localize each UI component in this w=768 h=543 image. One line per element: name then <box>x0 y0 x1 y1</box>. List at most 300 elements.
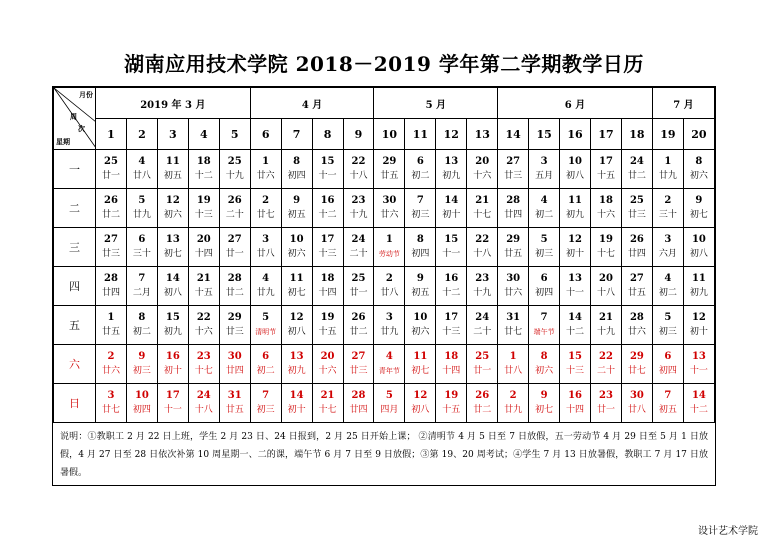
day-cell <box>312 306 343 345</box>
day-number: 23 <box>196 351 211 362</box>
lunar-date: 廿一 <box>473 366 492 376</box>
day-number: 25 <box>227 156 242 167</box>
day-cell <box>529 267 560 306</box>
day-cell <box>560 345 591 384</box>
weekday-label-cell: 二 <box>54 189 96 228</box>
day-number: 27 <box>104 234 118 245</box>
day-cell <box>498 306 529 345</box>
lunar-date: 初三 <box>535 249 554 259</box>
day-cell <box>683 150 714 189</box>
day-cell <box>96 267 127 306</box>
weekday-label-cell: 一 <box>54 150 96 189</box>
day-number: 5 <box>262 312 270 323</box>
day-cell <box>529 345 560 384</box>
lunar-date: 廿七 <box>256 210 275 220</box>
month-header-cell: 4 月 <box>250 88 374 119</box>
lunar-date: 十九 <box>473 288 492 298</box>
day-number: 25 <box>475 351 490 362</box>
day-cell <box>436 228 467 267</box>
day-cell <box>652 306 683 345</box>
day-number: 10 <box>289 234 304 245</box>
day-number: 28 <box>629 312 644 323</box>
day-cell <box>250 267 281 306</box>
weekday-row <box>54 384 715 423</box>
day-cell <box>405 306 436 345</box>
day-cell <box>96 189 127 228</box>
day-cell <box>250 150 281 189</box>
day-number: 8 <box>416 234 424 245</box>
corner-weekday-label: 星期 <box>56 137 70 146</box>
week-number-cell: 15 <box>529 119 560 150</box>
day-cell <box>188 306 219 345</box>
lunar-date: 廿五 <box>504 249 523 259</box>
day-cell <box>188 189 219 228</box>
week-number-row <box>54 119 715 150</box>
week-number-cell: 19 <box>652 119 683 150</box>
day-cell <box>250 189 281 228</box>
weekday-row <box>54 189 715 228</box>
lunar-date: 廿六 <box>101 366 120 376</box>
day-number: 26 <box>351 312 366 323</box>
lunar-date: 廿三 <box>349 366 368 376</box>
day-number: 13 <box>691 351 706 362</box>
day-number: 9 <box>540 390 548 401</box>
lunar-date: 初六 <box>689 171 708 181</box>
day-cell <box>436 150 467 189</box>
day-cell <box>591 306 622 345</box>
lunar-date: 初九 <box>442 171 461 181</box>
lunar-date: 十一 <box>566 288 585 298</box>
day-cell <box>157 384 188 423</box>
lunar-date: 廿三 <box>504 171 523 181</box>
day-number: 22 <box>351 156 366 167</box>
day-number: 28 <box>104 273 118 284</box>
lunar-date: 二十 <box>349 249 368 259</box>
lunar-date: 廿八 <box>627 405 646 415</box>
day-number: 2 <box>107 351 115 362</box>
lunar-date: 十九 <box>349 210 368 220</box>
lunar-date: 初十 <box>163 366 182 376</box>
week-number-cell: 10 <box>374 119 405 150</box>
day-cell <box>652 150 683 189</box>
day-number: 6 <box>664 351 672 362</box>
lunar-date: 廿二 <box>627 171 646 181</box>
day-number: 20 <box>599 273 613 284</box>
day-cell <box>405 345 436 384</box>
day-cell <box>250 306 281 345</box>
lunar-date: 廿五 <box>627 288 646 298</box>
day-cell <box>436 189 467 228</box>
lunar-date: 初五 <box>163 171 182 181</box>
day-number: 19 <box>599 234 613 245</box>
holiday-label: 青年节 <box>378 367 400 375</box>
lunar-date: 廿二 <box>349 327 368 337</box>
lunar-date: 初七 <box>163 249 182 259</box>
day-number: 25 <box>104 156 118 167</box>
day-cell <box>436 345 467 384</box>
day-cell <box>652 228 683 267</box>
lunar-date: 初二 <box>658 288 677 298</box>
day-number: 29 <box>227 312 242 323</box>
day-number: 2 <box>509 390 517 401</box>
day-cell <box>312 267 343 306</box>
day-cell <box>591 345 622 384</box>
lunar-date: 初五 <box>658 405 677 415</box>
weekday-row <box>54 306 715 345</box>
week-number-cell: 18 <box>621 119 652 150</box>
day-cell <box>219 189 250 228</box>
lunar-date: 初二 <box>535 210 554 220</box>
lunar-date: 十九 <box>596 327 615 337</box>
day-cell <box>683 306 714 345</box>
day-number: 9 <box>293 195 301 206</box>
lunar-date: 十五 <box>194 288 213 298</box>
day-number: 3 <box>664 234 672 245</box>
lunar-date: 十八 <box>473 249 492 259</box>
lunar-date: 廿七 <box>627 366 646 376</box>
day-number: 5 <box>385 390 393 401</box>
lunar-date: 初七 <box>287 288 306 298</box>
weekday-label-cell: 日 <box>54 384 96 423</box>
lunar-date: 初十 <box>566 249 585 259</box>
lunar-date: 廿九 <box>504 405 523 415</box>
day-number: 1 <box>107 312 115 323</box>
day-number: 14 <box>444 195 459 206</box>
week-number-cell: 3 <box>157 119 188 150</box>
lunar-date: 十八 <box>596 288 615 298</box>
day-cell <box>96 306 127 345</box>
day-number: 18 <box>444 351 459 362</box>
day-number: 11 <box>691 273 706 284</box>
week-number-cell: 1 <box>96 119 127 150</box>
day-number: 1 <box>262 156 270 167</box>
footer-label: 设计艺术学院 <box>698 526 758 537</box>
lunar-date: 初九 <box>689 288 708 298</box>
day-cell <box>157 228 188 267</box>
day-number: 17 <box>599 156 613 167</box>
corner-week-label-2: 次 <box>78 124 85 133</box>
lunar-date: 初四 <box>132 405 151 415</box>
day-number: 14 <box>568 312 582 323</box>
week-number-cell: 8 <box>312 119 343 150</box>
day-cell <box>467 150 498 189</box>
day-number: 7 <box>664 390 672 401</box>
day-cell <box>343 306 374 345</box>
day-cell <box>498 267 529 306</box>
lunar-date: 初三 <box>132 366 151 376</box>
day-cell <box>96 345 127 384</box>
day-number: 19 <box>320 312 335 323</box>
lunar-date: 初四 <box>535 288 554 298</box>
day-cell <box>343 228 374 267</box>
day-cell <box>467 228 498 267</box>
day-cell <box>96 150 127 189</box>
day-number: 24 <box>475 312 490 323</box>
lunar-date: 十一 <box>689 366 708 376</box>
holiday-label: 端午节 <box>533 328 555 336</box>
holiday-label: 清明节 <box>255 328 277 336</box>
day-cell <box>126 150 157 189</box>
day-cell <box>126 189 157 228</box>
lunar-date: 廿五 <box>380 171 399 181</box>
day-cell <box>436 306 467 345</box>
lunar-date: 四月 <box>380 405 399 415</box>
day-cell <box>498 228 529 267</box>
day-cell <box>467 189 498 228</box>
week-number-cell: 14 <box>498 119 529 150</box>
day-cell <box>498 150 529 189</box>
day-cell <box>436 267 467 306</box>
day-number: 4 <box>138 156 146 167</box>
day-number: 29 <box>629 351 644 362</box>
day-number: 20 <box>475 156 490 167</box>
day-cell <box>591 228 622 267</box>
day-number: 16 <box>320 195 335 206</box>
day-number: 6 <box>540 273 548 284</box>
lunar-date: 初六 <box>535 366 554 376</box>
corner-header-cell <box>54 88 96 150</box>
lunar-date: 廿八 <box>132 171 151 181</box>
day-number: 9 <box>416 273 424 284</box>
day-number: 6 <box>416 156 424 167</box>
day-number: 22 <box>196 312 211 323</box>
day-number: 8 <box>540 351 548 362</box>
day-cell <box>560 228 591 267</box>
day-cell <box>343 267 374 306</box>
day-cell <box>343 189 374 228</box>
lunar-date: 初八 <box>689 249 708 259</box>
day-number: 14 <box>289 390 304 401</box>
day-number: 2 <box>664 195 672 206</box>
day-cell <box>374 384 405 423</box>
day-number: 13 <box>165 234 180 245</box>
day-cell <box>529 150 560 189</box>
week-number-cell: 9 <box>343 119 374 150</box>
day-cell <box>312 345 343 384</box>
lunar-date: 廿四 <box>225 366 244 376</box>
day-cell <box>652 189 683 228</box>
day-number: 6 <box>262 351 270 362</box>
day-cell <box>405 384 436 423</box>
day-cell <box>312 228 343 267</box>
day-cell <box>126 384 157 423</box>
day-cell <box>281 189 312 228</box>
lunar-date: 初八 <box>163 288 182 298</box>
lunar-date: 初八 <box>566 171 585 181</box>
day-cell <box>621 306 652 345</box>
month-header-cell: 2019 年 3 月 <box>96 88 251 119</box>
lunar-date: 十三 <box>566 366 585 376</box>
lunar-date: 十二 <box>318 210 337 220</box>
day-cell <box>188 228 219 267</box>
day-cell <box>126 345 157 384</box>
day-number: 11 <box>289 273 304 284</box>
day-cell <box>188 345 219 384</box>
day-number: 14 <box>691 390 706 401</box>
lunar-date: 廿五 <box>225 405 244 415</box>
day-number: 4 <box>385 351 393 362</box>
lunar-date: 十二 <box>566 327 585 337</box>
day-number: 29 <box>506 234 521 245</box>
month-header-row <box>54 88 715 119</box>
lunar-date: 十五 <box>596 171 615 181</box>
lunar-date: 初十 <box>689 327 708 337</box>
lunar-date: 十四 <box>442 366 461 376</box>
day-number: 17 <box>165 390 180 401</box>
page-title: 湖南应用技术学院 2018－2019 学年第二学期教学日历 <box>124 52 644 76</box>
day-number: 1 <box>664 156 672 167</box>
week-number-cell: 16 <box>560 119 591 150</box>
lunar-date: 廿六 <box>627 327 646 337</box>
day-cell <box>591 189 622 228</box>
day-cell <box>652 345 683 384</box>
lunar-date: 初二 <box>411 171 430 181</box>
lunar-date: 十四 <box>318 288 337 298</box>
day-number: 29 <box>382 156 397 167</box>
day-cell <box>374 189 405 228</box>
lunar-date: 初十 <box>442 210 461 220</box>
lunar-date: 十三 <box>442 327 461 337</box>
lunar-date: 初六 <box>287 249 306 259</box>
day-cell <box>219 267 250 306</box>
lunar-date: 二十 <box>596 366 615 376</box>
day-cell <box>157 150 188 189</box>
lunar-date: 廿八 <box>380 288 399 298</box>
lunar-date: 五月 <box>535 171 554 181</box>
day-number: 28 <box>351 390 366 401</box>
day-cell <box>529 384 560 423</box>
day-number: 16 <box>165 351 180 362</box>
day-number: 19 <box>196 195 211 206</box>
day-cell <box>560 150 591 189</box>
day-number: 14 <box>165 273 180 284</box>
lunar-date: 十一 <box>442 249 461 259</box>
day-cell <box>250 345 281 384</box>
lunar-date: 廿二 <box>101 210 120 220</box>
day-cell <box>683 345 714 384</box>
day-number: 7 <box>416 195 424 206</box>
day-cell <box>96 384 127 423</box>
day-cell <box>621 345 652 384</box>
day-number: 22 <box>475 234 490 245</box>
lunar-date: 初七 <box>689 210 708 220</box>
lunar-date: 初二 <box>132 327 151 337</box>
day-number: 30 <box>382 195 397 206</box>
weekday-row <box>54 345 715 384</box>
week-number-cell: 7 <box>281 119 312 150</box>
lunar-date: 二十 <box>473 327 492 337</box>
day-number: 15 <box>444 234 459 245</box>
day-cell <box>652 267 683 306</box>
day-number: 15 <box>320 156 335 167</box>
lunar-date: 廿六 <box>256 171 275 181</box>
day-number: 11 <box>165 156 180 167</box>
day-number: 24 <box>196 390 211 401</box>
day-number: 30 <box>629 390 644 401</box>
day-cell <box>219 384 250 423</box>
lunar-date: 初四 <box>658 366 677 376</box>
lunar-date: 廿七 <box>504 327 523 337</box>
weekday-row <box>54 228 715 267</box>
lunar-date: 十六 <box>473 171 492 181</box>
day-number: 11 <box>413 351 428 362</box>
day-cell <box>343 150 374 189</box>
lunar-date: 十四 <box>194 249 213 259</box>
day-number: 27 <box>629 273 644 284</box>
day-number: 9 <box>138 351 146 362</box>
lunar-date: 初五 <box>411 288 430 298</box>
day-cell <box>126 306 157 345</box>
week-number-cell: 2 <box>126 119 157 150</box>
day-cell <box>250 384 281 423</box>
day-cell <box>374 306 405 345</box>
lunar-date: 十一 <box>318 171 337 181</box>
lunar-date: 廿九 <box>380 327 399 337</box>
calendar-table <box>53 87 715 423</box>
day-number: 8 <box>695 156 703 167</box>
lunar-date: 廿六 <box>380 210 399 220</box>
day-number: 18 <box>599 195 613 206</box>
day-number: 12 <box>289 312 304 323</box>
day-number: 26 <box>227 195 242 206</box>
day-number: 15 <box>568 351 582 362</box>
day-number: 2 <box>385 273 393 284</box>
day-cell <box>683 384 714 423</box>
lunar-date: 廿九 <box>256 288 275 298</box>
day-cell <box>436 384 467 423</box>
day-cell <box>188 150 219 189</box>
day-number: 21 <box>475 195 490 206</box>
day-cell <box>281 345 312 384</box>
day-cell <box>467 267 498 306</box>
lunar-date: 初九 <box>287 366 306 376</box>
lunar-date: 初十 <box>287 405 306 415</box>
day-cell <box>281 267 312 306</box>
day-cell <box>219 228 250 267</box>
lunar-date: 十三 <box>318 249 337 259</box>
day-number: 30 <box>506 273 521 284</box>
lunar-date: 廿六 <box>504 288 523 298</box>
month-header-cell: 6 月 <box>498 88 653 119</box>
lunar-date: 廿八 <box>504 366 523 376</box>
day-number: 28 <box>227 273 242 284</box>
lunar-date: 三十 <box>132 249 151 259</box>
day-cell <box>281 150 312 189</box>
week-number-cell: 5 <box>219 119 250 150</box>
weekday-label-cell: 六 <box>54 345 96 384</box>
day-number: 15 <box>165 312 180 323</box>
weekday-label-cell: 四 <box>54 267 96 306</box>
lunar-date: 初三 <box>658 327 677 337</box>
day-cell <box>591 384 622 423</box>
lunar-date: 十二 <box>689 405 708 415</box>
day-number: 12 <box>568 234 582 245</box>
lunar-date: 廿三 <box>627 210 646 220</box>
day-cell <box>498 384 529 423</box>
day-number: 10 <box>568 156 582 167</box>
day-number: 28 <box>506 195 521 206</box>
day-number: 4 <box>262 273 270 284</box>
week-number-cell: 20 <box>683 119 714 150</box>
day-number: 17 <box>320 234 335 245</box>
day-number: 13 <box>289 351 304 362</box>
day-number: 20 <box>196 234 211 245</box>
lunar-date: 廿七 <box>101 405 120 415</box>
week-number-cell: 13 <box>467 119 498 150</box>
day-number: 8 <box>138 312 146 323</box>
lunar-date: 十四 <box>566 405 585 415</box>
lunar-date: 廿四 <box>349 405 368 415</box>
